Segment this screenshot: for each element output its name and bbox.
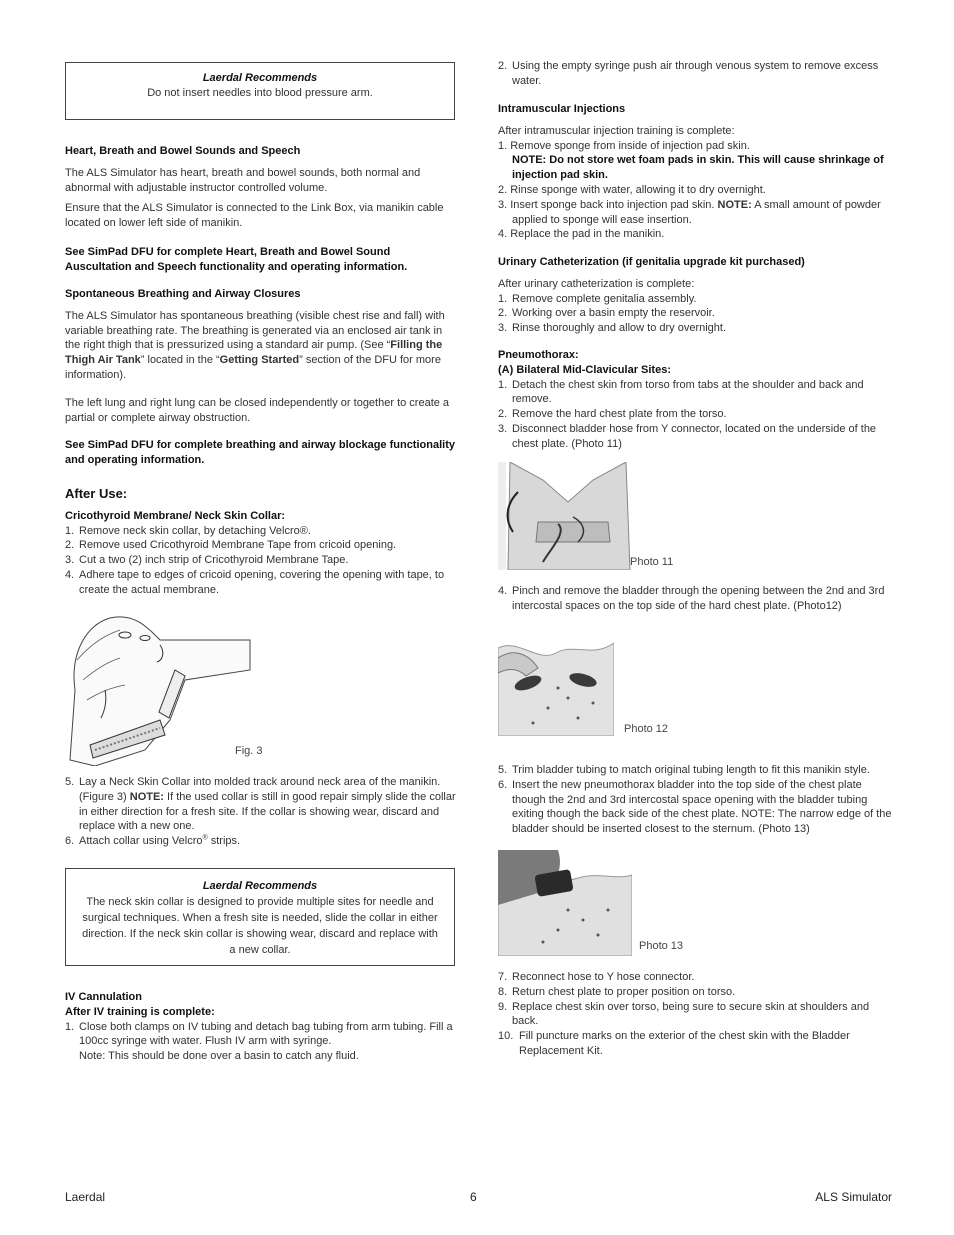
laerdal-recommends-box-2 xyxy=(65,868,455,966)
item-number: 1. xyxy=(65,524,75,537)
item-text: Remove the hard chest plate from the torso. xyxy=(512,408,727,421)
item-number: 1. xyxy=(65,1020,75,1033)
item-number: 1. xyxy=(498,292,508,305)
item-text: Detach the chest skin from torso from tabs at the shoulder and back and remove. xyxy=(512,378,864,406)
item-text: Remove neck skin collar, by detaching Velcro®. xyxy=(79,524,311,537)
paragraph: Ensure that the ALS Simulator is connected to the Link Box, via manikin cable located on lower left side of manikin. xyxy=(65,202,444,230)
photo-caption: Photo 12 xyxy=(624,723,669,735)
list-item xyxy=(498,1029,892,1059)
item-number: 3. xyxy=(498,322,508,335)
intramuscular-section xyxy=(498,102,892,242)
intro-text: After urinary catheterization is complete: xyxy=(498,277,695,290)
item-text: Working over a basin empty the reservoir. xyxy=(512,307,715,320)
item-number: 3. xyxy=(65,554,75,567)
list-item xyxy=(498,306,892,321)
step-text: 2. Rinse sponge with water, allowing it to dry overnight. xyxy=(498,183,766,196)
note-paragraph: See SimPad DFU for complete breathing and airway blockage functionality and operating information. xyxy=(65,439,455,467)
item-number: 2. xyxy=(498,408,508,421)
intro-text: After intramuscular injection training is complete: xyxy=(498,124,735,137)
urinary-steps xyxy=(498,292,892,336)
figure-3-illustration xyxy=(65,600,251,766)
sub-heading: After IV training is complete: xyxy=(65,1005,215,1018)
list-item xyxy=(498,970,892,985)
after-use-section xyxy=(65,487,457,598)
note-label: NOTE: xyxy=(717,198,752,211)
collar-steps xyxy=(65,775,457,849)
item-text: strips. xyxy=(207,835,241,848)
item-number: 5. xyxy=(65,776,75,788)
list-item xyxy=(498,59,892,89)
item-text: Fill puncture marks on the exterior of the chest skin with the Bladder Replacement Kit. xyxy=(519,1030,850,1057)
box-text: Do not insert needles into blood pressure arm. xyxy=(147,86,373,99)
section-heading: Intramuscular Injections xyxy=(498,103,626,115)
photo-13-image xyxy=(498,850,632,956)
list-item xyxy=(498,985,892,1000)
item-number: 5. xyxy=(498,764,508,776)
item-text: Return chest plate to proper position on torso. xyxy=(512,985,736,998)
step-text: 4. Replace the pad in the manikin. xyxy=(498,228,665,241)
item-note: Note: This should be done over a basin to catch any fluid. xyxy=(79,1050,359,1063)
text-run: ” section of the DFU for more information). xyxy=(65,354,441,381)
item-text: Close both clamps on IV tubing and detach bag tubing from arm tubing. Fill a 100cc syringe with water. Flush IV arm with syringe. xyxy=(79,1020,453,1048)
box-text: The neck skin collar is designed to provide multiple sites for needle and surgical techniques. When a fresh site is needed, slide the collar in either direction. If the neck skin collar is showing wear, discard and replace with a new collar. xyxy=(82,895,438,956)
item-number: 2. xyxy=(498,307,508,320)
step-text: applied to sponge will ease insertion. xyxy=(512,213,692,226)
item-number: 4. xyxy=(65,568,75,581)
item-number: 6. xyxy=(498,778,508,791)
item-text: Attach collar using Velcro xyxy=(79,835,203,848)
list-item xyxy=(65,538,457,553)
pneumothorax-step-4 xyxy=(498,584,892,614)
footer-brand: Laerdal xyxy=(65,1190,106,1204)
paragraph: The ALS Simulator has heart, breath and bowel sounds, both normal and abnormal with adjustable instructor controlled volume. xyxy=(65,166,421,194)
list-item xyxy=(498,321,892,336)
text-run: A small amount of powder xyxy=(751,198,881,211)
heart-section xyxy=(65,144,457,275)
figure-caption: Fig. 3 xyxy=(235,745,263,757)
list-item xyxy=(498,378,892,408)
section-heading: IV Cannulation xyxy=(65,991,142,1003)
item-text: Insert the new pneumothorax bladder into the top side of the chest plate though the 2nd and 3rd intercostal space opening with the bladder tubing exiting though the back side of the chest plate. NOTE: The narrow edge of the bladder should be inserted closest to the sternum. (Photo 13) xyxy=(512,778,892,836)
list-item xyxy=(65,524,457,539)
sub-heading: (A) Bilateral Mid-Clavicular Sites: xyxy=(498,363,671,376)
item-text: Remove complete genitalia assembly. xyxy=(512,292,697,305)
photo-12-image xyxy=(498,628,614,736)
bold-run: Filling the Thigh Air Tank xyxy=(65,339,443,367)
text-run: The ALS Simulator has spontaneous breathing (visible chest rise and fall) with variable breathing rate. The breathing is generated via an enclosed air tank in the right thigh that is pressurized using a standard air pump. (See “ xyxy=(65,309,445,352)
box-title: Laerdal Recommends xyxy=(202,880,318,892)
pneumothorax-section xyxy=(498,348,892,452)
iv-steps xyxy=(65,1020,457,1064)
list-item xyxy=(498,584,892,614)
list-item xyxy=(498,1000,892,1030)
iv-section xyxy=(65,990,457,1064)
item-number: 10. xyxy=(498,1030,514,1043)
bold-run: Getting Started xyxy=(219,354,300,367)
note-label: NOTE: xyxy=(129,790,164,803)
pneumothorax-final-steps xyxy=(498,970,892,1059)
item-text: Rinse thoroughly and allow to dry overnight. xyxy=(512,322,727,335)
pneumothorax-steps xyxy=(498,378,892,452)
list-item xyxy=(65,775,457,834)
section-heading: Urinary Catheterization (if genitalia upgrade kit purchased) xyxy=(498,256,805,268)
list-item xyxy=(65,553,457,568)
item-number: 2. xyxy=(498,60,508,72)
item-text: Trim bladder tubing to match original tubing length to fit this manikin style. xyxy=(512,764,870,776)
list-item xyxy=(65,1020,457,1064)
note-text: NOTE: Do not store wet foam pads in skin. This will cause shrinkage of injection pad skin. xyxy=(512,154,884,182)
item-text: Adhere tape to edges of cricoid opening, covering the opening with tape, to create the actual membrane. xyxy=(79,568,445,596)
photo-caption: Photo 11 xyxy=(630,556,674,568)
item-text: Disconnect bladder hose from Y connector, located on the underside of the chest plate. (Photo 11) xyxy=(512,422,877,450)
item-number: 7. xyxy=(498,971,508,983)
urinary-section xyxy=(498,255,892,336)
list-item xyxy=(65,834,457,849)
pneumothorax-steps-continued xyxy=(498,763,892,837)
item-text: If the used collar is still in good repair simply slide the collar in either direction for a fresh site. If the collar is showing wear, discard and replace with a new one. xyxy=(79,790,456,833)
footer-product: ALS Simulator xyxy=(815,1190,892,1204)
paragraph: The left lung and right lung can be closed independently or together to create a partial or complete airway obstruction. xyxy=(65,396,450,424)
item-number: 8. xyxy=(498,985,508,998)
box-title: Laerdal Recommends xyxy=(202,72,318,84)
section-heading: Spontaneous Breathing and Airway Closures xyxy=(65,288,301,300)
item-text: Using the empty syringe push air through venous system to remove excess water. xyxy=(512,60,879,87)
section-heading: Heart, Breath and Bowel Sounds and Speech xyxy=(65,145,301,157)
list-item xyxy=(498,422,892,452)
step-text xyxy=(498,198,892,213)
registered-mark: ® xyxy=(202,834,208,842)
item-number: 6. xyxy=(65,835,75,848)
item-number: 9. xyxy=(498,1000,508,1013)
item-number: 1. xyxy=(498,378,508,391)
item-text: Pinch and remove the bladder through the opening between the 2nd and 3rd intercostal spaces on the top side of the hard chest plate. (Photo12) xyxy=(512,585,885,612)
item-number: 2. xyxy=(65,539,75,552)
iv-steps-continued xyxy=(498,59,892,89)
page-number: 6 xyxy=(470,1190,477,1204)
step-text: 1. Remove sponge from inside of injection pad skin. xyxy=(498,139,750,152)
list-item xyxy=(65,568,457,598)
item-text: Cut a two (2) inch strip of Cricothyroid Membrane Tape. xyxy=(79,554,349,567)
paragraph xyxy=(65,309,457,383)
note-paragraph: See SimPad DFU for complete Heart, Breath and Bowel Sound Auscultation and Speech functionality and operating information. xyxy=(65,245,408,273)
laerdal-recommends-box-1 xyxy=(65,62,455,120)
sub-heading: Cricothyroid Membrane/ Neck Skin Collar: xyxy=(65,509,286,522)
item-number: 4. xyxy=(498,585,508,597)
text-run: ” located in the “ xyxy=(140,354,220,367)
item-number: 3. xyxy=(498,422,508,435)
item-text: Replace chest skin over torso, being sure to secure skin at shoulders and back. xyxy=(512,1000,870,1028)
list-item xyxy=(498,292,892,307)
photo-11-image xyxy=(498,462,638,570)
crico-steps xyxy=(65,524,457,598)
item-text: Reconnect hose to Y hose connector. xyxy=(512,971,695,983)
section-heading: After Use: xyxy=(65,486,128,501)
list-item xyxy=(498,407,892,422)
list-item xyxy=(498,763,892,778)
item-text: Lay a Neck Skin Collar into molded track around neck area of the manikin. (Figure 3) xyxy=(79,776,441,803)
photo-caption: Photo 13 xyxy=(639,940,684,952)
item-text: Remove used Cricothyroid Membrane Tape from cricoid opening. xyxy=(79,539,397,552)
list-item xyxy=(498,778,892,837)
section-heading: Pneumothorax: xyxy=(498,349,579,361)
spontaneous-section xyxy=(65,287,457,468)
text-run: 3. Insert sponge back into injection pad skin. xyxy=(498,198,718,211)
